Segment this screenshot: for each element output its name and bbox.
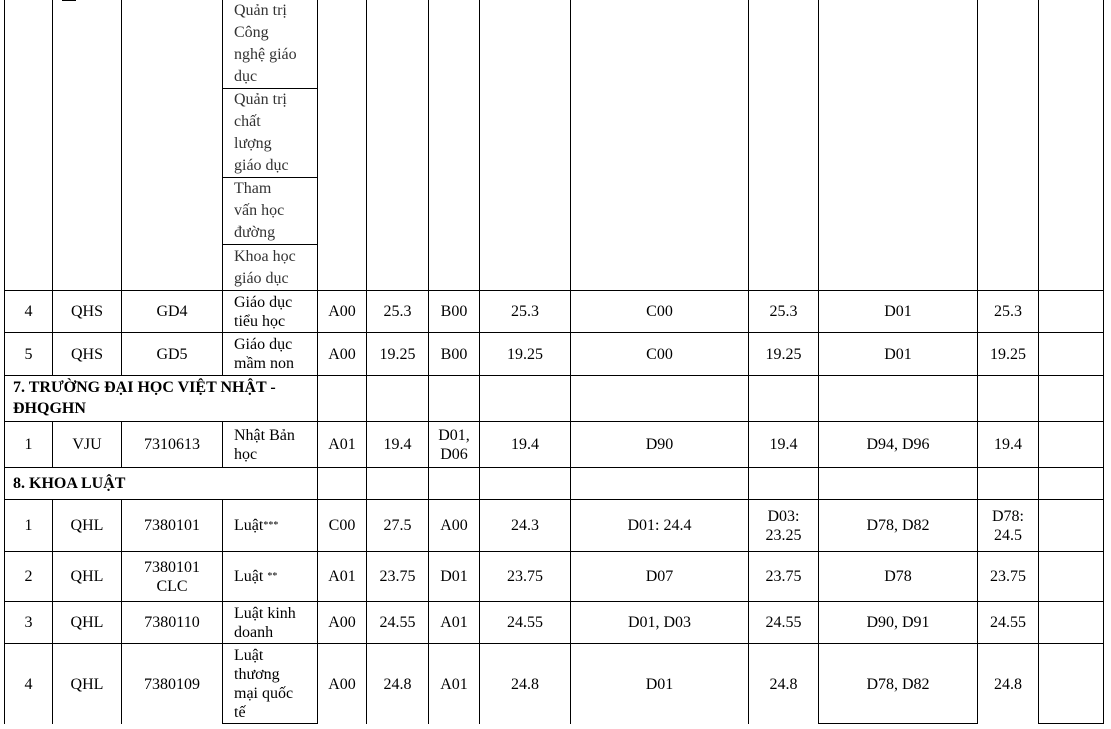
major-name: Quản trị chất lượng giáo dục [234,91,289,174]
combo-2: A00 [440,517,468,534]
combo-4: D90, D91 [866,614,930,631]
school-code: QHL [70,517,104,534]
row-number: 3 [24,614,33,631]
footnote-mark: *** [263,519,279,531]
score-4: D78: 24.5 [992,507,1024,544]
combo-2: D01, D06 [438,426,470,463]
school-code: VJU [72,436,102,453]
row-number: 1 [24,436,33,453]
school-code: QHL [70,614,104,631]
score-1: 24.8 [383,675,412,693]
school-code: QHL [70,568,104,585]
major-name: Luật kinh doanh [234,604,296,641]
row-number: 2 [24,568,33,585]
major-name: Nhật Bản học [234,426,295,463]
major-code: 7380101 [144,517,200,534]
score-4: 23.75 [990,568,1026,585]
grid-line [4,467,1104,468]
combo-2: B00 [440,303,468,320]
grid-line [222,0,223,375]
combo-1: A01 [328,436,356,453]
score-3: 24.55 [765,614,802,631]
grid-line [1038,723,1104,724]
grid-line [222,421,223,467]
combo-1: A00 [328,345,356,363]
combo-4: D94, D96 [866,436,930,453]
score-4: 24.55 [990,614,1026,631]
score-1: 25.3 [383,303,412,320]
combo-3: D01 [645,675,674,693]
score-2: 24.55 [507,614,543,631]
score-2: 25.3 [511,303,539,320]
score-4: 19.4 [994,436,1022,453]
combo-2: A01 [440,675,468,693]
row-number: 5 [24,345,33,363]
school-code: QHS [70,345,103,363]
major-name: Giáo dục tiểu học [234,293,293,330]
combo-1: A00 [328,303,356,320]
major-name: Khoa học giáo dục [234,247,296,287]
row-number: 4 [24,675,33,693]
major-name: Tham vấn học đường [234,180,285,241]
major-name: Luật [234,567,264,585]
score-1: 23.75 [379,568,416,585]
combo-2: A01 [440,614,468,631]
major-name: Luật thương mại quốc tế [234,647,294,721]
combo-1: A00 [328,675,356,693]
major-code: 7380101 CLC [144,558,200,595]
combo-2: B00 [440,345,468,363]
combo-3: C00 [646,345,673,363]
row-number: 1 [24,517,33,534]
major-name-cell [234,552,316,601]
combo-2: D01 [440,568,468,585]
score-3: 23.75 [765,568,802,585]
score-2: 23.75 [507,568,543,585]
combo-1: A01 [328,568,356,585]
combo-3: D07 [645,568,674,585]
grid-line [62,0,76,1]
grid-line [1103,0,1104,724]
grid-line [4,375,1104,376]
combo-1: C00 [328,517,356,534]
combo-3: D90 [645,436,674,453]
school-code: QHL [70,675,104,693]
major-code: 7310613 [144,436,200,453]
major-code: 7380110 [144,614,200,631]
combo-3: C00 [646,303,673,320]
combo-4: D01 [884,303,912,320]
major-code: GD4 [156,303,188,320]
grid-line [222,499,223,724]
score-1: 27.5 [383,517,412,534]
score-1: 19.25 [379,345,416,363]
score-2: 24.8 [511,675,539,693]
school-code: QHS [70,303,103,320]
row-number: 4 [24,303,33,320]
footnote-mark: ** [267,570,278,582]
major-name: Quản trị Công nghệ giáo dục [234,2,297,85]
section-title: 7. TRƯỜNG ĐẠI HỌC VIỆT NHẬT - ĐHQGHN [13,379,276,417]
combo-4: D78, D82 [866,675,930,693]
major-name-cell [234,500,316,551]
score-4: 19.25 [990,345,1026,363]
grid-line [1038,0,1039,724]
score-1: 19.4 [383,436,412,453]
major-code: 7380109 [144,675,200,693]
combo-3: D01, D03 [627,614,692,631]
score-3: D03: 23.25 [765,507,802,544]
combo-4: D78, D82 [866,517,930,534]
score-3: 19.4 [769,436,798,453]
score-2: 19.4 [511,436,539,453]
major-name: Giáo dục mầm non [234,336,294,372]
combo-3: D01: 24.4 [627,517,692,534]
major-code: GD5 [156,345,188,363]
combo-4: D78 [884,568,912,585]
section-title: 8. KHOA LUẬT [13,475,126,492]
combo-1: A00 [328,614,356,631]
score-4: 25.3 [994,303,1022,320]
score-3: 19.25 [765,345,802,363]
score-3: 25.3 [769,303,798,320]
score-4: 24.8 [994,675,1022,693]
score-3: 24.8 [769,675,798,693]
combo-4: D01 [884,345,912,363]
score-2: 24.3 [511,517,539,534]
score-2: 19.25 [507,345,543,363]
score-1: 24.55 [379,614,416,631]
major-name: Luật [234,516,264,534]
